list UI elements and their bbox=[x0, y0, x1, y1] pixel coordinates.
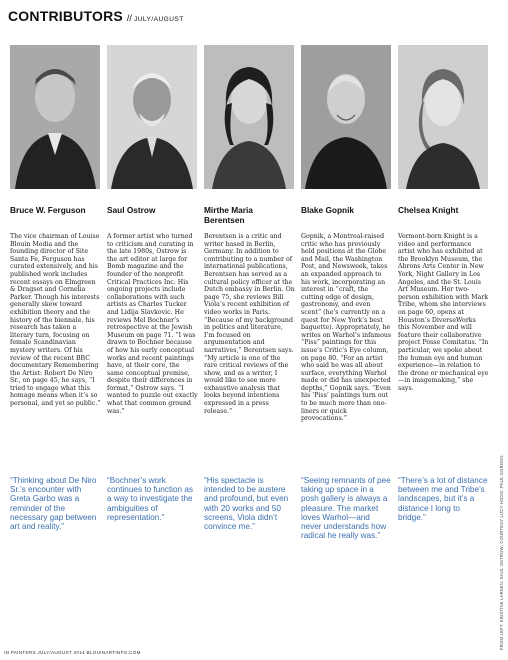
contributor-bio: Vermont-born Knight is a video and performance artist who has exhibited at the Brooklyn Museum, the Abrons Arts Center in New York, Night Gallery in Los Angeles, and the St. Louis Art Museum. Her two-person exhibition with Mark Tribe, whom she interviews on page 60, opens at Houston’s DiverseWorks this November and will feature their collaborative project Posse Comitatus. “In particular, we spoke about the human eye and human experience—in relation to the drone or mechanical eye—in imagemaking,” she says. bbox=[398, 233, 489, 392]
contributor-bio: Berentsen is a critic and writer based in Berlin, Germany. In addition to contributing to a number of international publications, Berentsen has served as a cultural policy officer at the Dutch embassy in Berlin. On page 75, she reviews Bill Viola’s recent exhibition of video works in Paris. “Because of my background in politics and literature, I’m focused on argumentation and narratives,” Berentsen says. “My article is one of the rare critical reviews of the show, and as a writer, I would like to see more exhaustive analysis that looks beyond intentions expressed in a press release.” bbox=[204, 233, 295, 415]
issue-date: JULY/AUGUST bbox=[133, 16, 184, 23]
photo-credit: FROM LEFT: KRISTINE LARSEN; SAUL OSTROW; COURTESY LUCY HOGG; PAUL GORDON bbox=[499, 455, 504, 650]
page-footer: IN PAINTERS JULY/AUGUST 2014 BLOUINARTINFO.COM bbox=[4, 650, 141, 655]
contributor-column bbox=[398, 45, 489, 511]
contributor-column bbox=[204, 45, 295, 511]
contributor-portrait bbox=[10, 45, 100, 189]
contributor-bio: Gopnik, a Montreal-raised critic who has previously held positions at the Globe and Mail, the Washington Post, and Newsweek, takes an expanded approach to his work, incorporating an interest in “craft, the cutting edge of design, gastronomy, and even scent” (he’s currently on a quest for New York’s best baguette). Appropriately, he writes on Warhol’s infamous “Piss” paintings for this issue’s Critic’s Eye column, on page 80. “For an artist who said he was all about surface, everything Warhol made or did has unexpected depths,” Gopnik says. “Even his ‘Piss’ paintings turn out to be much more than one-liners or quick provocations.” bbox=[301, 233, 392, 423]
contributor-name: Saul Ostrow bbox=[107, 205, 156, 215]
contributor-bio: The vice chairman of Louise Blouin Media and the founding director of Site Santa Fe, Ferguson has curated extensively, and his published work includes recent essays on Elmgreen & Dragset and Cornelia Parker. Though his interests generally skew toward exhibition theory and the history of the biennale, his research has taken a literary turn, focusing on female Scandinavian mystery writers. Of his review of the recent BBC documentary Remembering the Artist: Robert De Niro Sr., on page 45, he says, “I tried to engage what this homage means when it’s so personal, and yet so public.” bbox=[10, 233, 101, 408]
pull-quote: “Bochner’s work continues to function as a way to investigate the ambiguities of representation.” bbox=[107, 476, 194, 522]
contributor-name: Mirthe Maria Berentsen bbox=[204, 205, 253, 225]
contributor-portrait bbox=[301, 45, 391, 189]
contributor-column bbox=[107, 45, 198, 511]
pull-quote: “There’s a lot of distance between me and Tribe’s landscapes, but it’s a distance I long to bridge.” bbox=[398, 476, 488, 522]
contributor-portrait bbox=[107, 45, 197, 189]
contributor-portrait bbox=[204, 45, 294, 189]
contributor-column bbox=[10, 45, 101, 511]
page-header bbox=[8, 8, 184, 30]
contributor-bio: A former artist who turned to criticism and curating in the late 1980s, Ostrow is the art editor at large for Bomb magazine and the founder of the nonprofit Critical Practices Inc. His ongoing projects include collaborations with such artists as Charles Tucker and Lidija Slavkovic. He reviews Mel Bochner’s retrospective at the Jewish Museum on page 71. “I was drawn to Bochner because of how his early conceptual works and recent paintings have, at their core, the same conceptual premise, despite their differences in format,” Ostrow says. “I wanted to puzzle out exactly what that common ground was.” bbox=[107, 233, 198, 415]
contributor-portrait bbox=[398, 45, 488, 189]
pull-quote: “His spectacle is intended to be austere and profound, but even with 20 works and 50 screens, Viola didn’t convince me.” bbox=[204, 476, 289, 532]
header-separator: // bbox=[126, 13, 132, 23]
contributor-name: Blake Gopnik bbox=[301, 205, 355, 215]
contributor-column bbox=[301, 45, 392, 511]
contributor-name: Chelsea Knight bbox=[398, 205, 459, 215]
pull-quote: “Thinking about De Niro Sr.’s encounter with Greta Garbo was a reminder of the necessary gap between art and reality.” bbox=[10, 476, 97, 532]
contributor-name: Bruce W. Ferguson bbox=[10, 205, 86, 215]
section-title: CONTRIBUTORS bbox=[8, 8, 123, 24]
pull-quote: “Seeing remnants of pee taking up space in a posh gallery is always a pleasure. The market loves Warhol—and never understands how radical he really was.” bbox=[301, 476, 391, 541]
